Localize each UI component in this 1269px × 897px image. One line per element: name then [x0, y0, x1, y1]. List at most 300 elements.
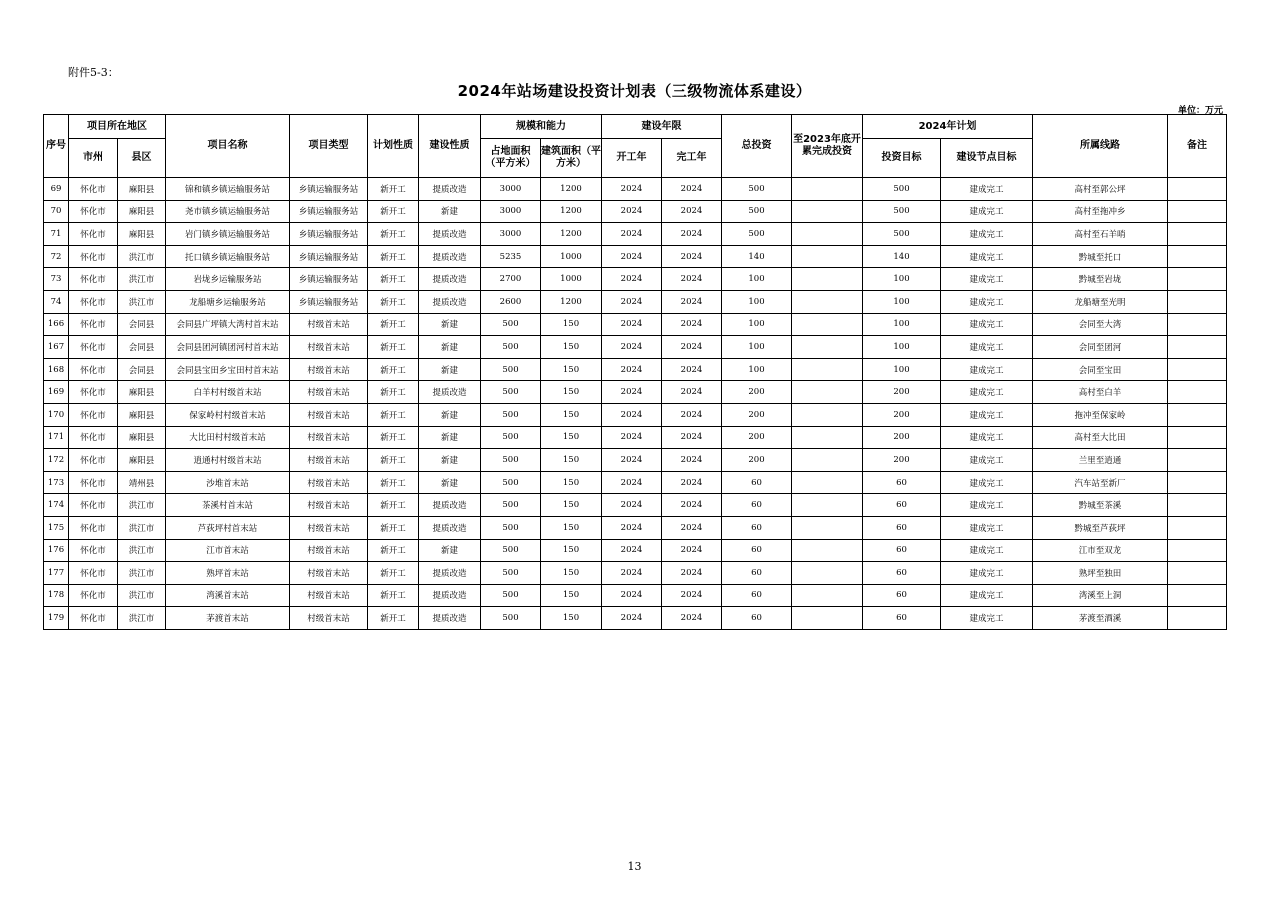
cell-building-area: 1200	[541, 223, 602, 246]
cell-end-year: 2024	[662, 178, 722, 201]
cell-start-year: 2024	[602, 245, 662, 268]
cell-seq: 177	[44, 562, 69, 585]
cell-build-nature: 新建	[419, 471, 481, 494]
cell-total-investment: 60	[722, 494, 792, 517]
cell-invest-target: 60	[863, 584, 941, 607]
cell-node-target: 建成完工	[941, 200, 1033, 223]
cell-county: 麻阳县	[118, 381, 166, 404]
cell-plan-nature: 新开工	[368, 471, 419, 494]
header-scale: 规模和能力	[481, 115, 602, 139]
cell-name: 岩门镇乡镇运输服务站	[166, 223, 290, 246]
cell-county: 洪江市	[118, 268, 166, 291]
cell-seq: 71	[44, 223, 69, 246]
cell-building-area: 150	[541, 426, 602, 449]
cell-name: 会同县广坪镇大湾村首末站	[166, 313, 290, 336]
cell-county: 洪江市	[118, 562, 166, 585]
cell-type: 村级首末站	[290, 336, 368, 359]
header-build-nature: 建设性质	[419, 115, 481, 178]
cell-node-target: 建成完工	[941, 223, 1033, 246]
cell-land-area: 5235	[481, 245, 541, 268]
cell-node-target: 建成完工	[941, 358, 1033, 381]
table-row	[44, 290, 1227, 313]
table-row	[44, 449, 1227, 472]
cell-land-area: 2600	[481, 290, 541, 313]
page-title: 2024年站场建设投资计划表（三级物流体系建设）	[457, 82, 812, 100]
cell-completed-2023	[792, 449, 863, 472]
cell-route: 黔城至托口	[1033, 245, 1168, 268]
cell-route: 拖冲至保家岭	[1033, 403, 1168, 426]
cell-node-target: 建成完工	[941, 562, 1033, 585]
cell-county: 洪江市	[118, 290, 166, 313]
cell-seq: 167	[44, 336, 69, 359]
cell-start-year: 2024	[602, 426, 662, 449]
cell-city: 怀化市	[69, 358, 118, 381]
cell-city: 怀化市	[69, 562, 118, 585]
cell-seq: 166	[44, 313, 69, 336]
cell-build-nature: 提质改造	[419, 178, 481, 201]
cell-building-area: 150	[541, 449, 602, 472]
cell-build-nature: 新建	[419, 449, 481, 472]
cell-city: 怀化市	[69, 516, 118, 539]
cell-route: 黔城至茶溪	[1033, 494, 1168, 517]
cell-total-investment: 200	[722, 449, 792, 472]
cell-build-nature: 提质改造	[419, 223, 481, 246]
cell-end-year: 2024	[662, 381, 722, 404]
cell-land-area: 3000	[481, 223, 541, 246]
cell-end-year: 2024	[662, 245, 722, 268]
cell-seq: 73	[44, 268, 69, 291]
cell-plan-nature: 新开工	[368, 268, 419, 291]
cell-building-area: 1200	[541, 178, 602, 201]
cell-city: 怀化市	[69, 200, 118, 223]
cell-total-investment: 60	[722, 607, 792, 630]
cell-node-target: 建成完工	[941, 381, 1033, 404]
cell-completed-2023	[792, 381, 863, 404]
cell-type: 村级首末站	[290, 539, 368, 562]
cell-completed-2023	[792, 471, 863, 494]
table-row	[44, 313, 1227, 336]
cell-building-area: 1000	[541, 245, 602, 268]
table-row	[44, 178, 1227, 201]
cell-remarks	[1168, 539, 1227, 562]
cell-type: 村级首末站	[290, 584, 368, 607]
table-row	[44, 471, 1227, 494]
cell-node-target: 建成完工	[941, 403, 1033, 426]
cell-name: 茅渡首末站	[166, 607, 290, 630]
cell-land-area: 500	[481, 584, 541, 607]
cell-start-year: 2024	[602, 313, 662, 336]
cell-build-nature: 新建	[419, 403, 481, 426]
cell-invest-target: 100	[863, 358, 941, 381]
cell-remarks	[1168, 290, 1227, 313]
cell-invest-target: 60	[863, 494, 941, 517]
cell-node-target: 建成完工	[941, 426, 1033, 449]
cell-route: 会同至宝田	[1033, 358, 1168, 381]
cell-node-target: 建成完工	[941, 607, 1033, 630]
cell-invest-target: 60	[863, 516, 941, 539]
cell-name: 大比田村村级首末站	[166, 426, 290, 449]
cell-remarks	[1168, 268, 1227, 291]
cell-route: 汽车站至新厂	[1033, 471, 1168, 494]
cell-node-target: 建成完工	[941, 584, 1033, 607]
cell-total-investment: 200	[722, 426, 792, 449]
cell-county: 麻阳县	[118, 426, 166, 449]
cell-build-nature: 提质改造	[419, 516, 481, 539]
cell-seq: 171	[44, 426, 69, 449]
cell-start-year: 2024	[602, 403, 662, 426]
cell-node-target: 建成完工	[941, 539, 1033, 562]
header-end-year: 完工年	[662, 139, 722, 178]
cell-invest-target: 100	[863, 268, 941, 291]
cell-seq: 175	[44, 516, 69, 539]
cell-route: 兰里至逍通	[1033, 449, 1168, 472]
cell-name: 托口镇乡镇运输服务站	[166, 245, 290, 268]
cell-completed-2023	[792, 313, 863, 336]
cell-total-investment: 60	[722, 584, 792, 607]
cell-completed-2023	[792, 178, 863, 201]
cell-route: 江市至双龙	[1033, 539, 1168, 562]
cell-start-year: 2024	[602, 290, 662, 313]
cell-end-year: 2024	[662, 471, 722, 494]
cell-build-nature: 提质改造	[419, 562, 481, 585]
cell-land-area: 500	[481, 607, 541, 630]
header-period: 建设年限	[602, 115, 722, 139]
cell-build-nature: 提质改造	[419, 381, 481, 404]
cell-seq: 179	[44, 607, 69, 630]
cell-plan-nature: 新开工	[368, 313, 419, 336]
cell-total-investment: 100	[722, 358, 792, 381]
cell-completed-2023	[792, 584, 863, 607]
cell-seq: 70	[44, 200, 69, 223]
cell-plan-nature: 新开工	[368, 403, 419, 426]
cell-type: 村级首末站	[290, 562, 368, 585]
cell-county: 麻阳县	[118, 178, 166, 201]
cell-route: 黔城至岩垅	[1033, 268, 1168, 291]
header-start-year: 开工年	[602, 139, 662, 178]
cell-type: 村级首末站	[290, 494, 368, 517]
cell-plan-nature: 新开工	[368, 178, 419, 201]
cell-remarks	[1168, 562, 1227, 585]
cell-city: 怀化市	[69, 336, 118, 359]
cell-name: 熟坪首末站	[166, 562, 290, 585]
cell-build-nature: 新建	[419, 539, 481, 562]
cell-land-area: 500	[481, 449, 541, 472]
cell-plan-nature: 新开工	[368, 381, 419, 404]
cell-city: 怀化市	[69, 584, 118, 607]
cell-end-year: 2024	[662, 607, 722, 630]
cell-land-area: 3000	[481, 200, 541, 223]
cell-total-investment: 100	[722, 290, 792, 313]
cell-type: 村级首末站	[290, 607, 368, 630]
cell-build-nature: 新建	[419, 200, 481, 223]
cell-route: 高村至石羊哨	[1033, 223, 1168, 246]
cell-end-year: 2024	[662, 268, 722, 291]
cell-city: 怀化市	[69, 539, 118, 562]
cell-build-nature: 新建	[419, 426, 481, 449]
header-remarks: 备注	[1168, 115, 1227, 178]
page-number: 13	[627, 860, 642, 873]
cell-county: 麻阳县	[118, 200, 166, 223]
cell-remarks	[1168, 200, 1227, 223]
cell-node-target: 建成完工	[941, 336, 1033, 359]
cell-total-investment: 200	[722, 381, 792, 404]
cell-type: 村级首末站	[290, 403, 368, 426]
cell-remarks	[1168, 245, 1227, 268]
cell-route: 湾溪至上洞	[1033, 584, 1168, 607]
header-building-area: 建筑面积（平方米）	[541, 139, 602, 178]
cell-end-year: 2024	[662, 539, 722, 562]
cell-build-nature: 提质改造	[419, 245, 481, 268]
cell-invest-target: 140	[863, 245, 941, 268]
cell-route: 黔城至芦荻坪	[1033, 516, 1168, 539]
table-body	[44, 178, 1227, 630]
cell-node-target: 建成完工	[941, 516, 1033, 539]
cell-land-area: 500	[481, 403, 541, 426]
cell-type: 村级首末站	[290, 358, 368, 381]
cell-name: 白羊村村级首末站	[166, 381, 290, 404]
cell-building-area: 150	[541, 313, 602, 336]
cell-plan-nature: 新开工	[368, 358, 419, 381]
cell-completed-2023	[792, 539, 863, 562]
table-row	[44, 494, 1227, 517]
cell-build-nature: 提质改造	[419, 268, 481, 291]
cell-completed-2023	[792, 426, 863, 449]
cell-build-nature: 新建	[419, 313, 481, 336]
cell-seq: 69	[44, 178, 69, 201]
header-node-target: 建设节点目标	[941, 139, 1033, 178]
header-land-area: 占地面积（平方米）	[481, 139, 541, 178]
cell-node-target: 建成完工	[941, 268, 1033, 291]
cell-building-area: 150	[541, 471, 602, 494]
table-row	[44, 607, 1227, 630]
cell-seq: 173	[44, 471, 69, 494]
cell-node-target: 建成完工	[941, 494, 1033, 517]
cell-total-investment: 100	[722, 336, 792, 359]
cell-node-target: 建成完工	[941, 178, 1033, 201]
cell-end-year: 2024	[662, 403, 722, 426]
cell-invest-target: 200	[863, 449, 941, 472]
cell-build-nature: 新建	[419, 358, 481, 381]
cell-seq: 74	[44, 290, 69, 313]
cell-completed-2023	[792, 494, 863, 517]
cell-plan-nature: 新开工	[368, 245, 419, 268]
cell-type: 村级首末站	[290, 516, 368, 539]
header-region: 项目所在地区	[69, 115, 166, 139]
cell-county: 麻阳县	[118, 223, 166, 246]
cell-plan-nature: 新开工	[368, 223, 419, 246]
table-row	[44, 562, 1227, 585]
cell-end-year: 2024	[662, 584, 722, 607]
cell-completed-2023	[792, 223, 863, 246]
cell-start-year: 2024	[602, 516, 662, 539]
cell-plan-nature: 新开工	[368, 290, 419, 313]
cell-invest-target: 60	[863, 471, 941, 494]
cell-plan-nature: 新开工	[368, 539, 419, 562]
cell-total-investment: 60	[722, 516, 792, 539]
cell-completed-2023	[792, 607, 863, 630]
cell-building-area: 1200	[541, 200, 602, 223]
cell-building-area: 1200	[541, 290, 602, 313]
cell-route: 龙船塘至光明	[1033, 290, 1168, 313]
table-row	[44, 516, 1227, 539]
cell-total-investment: 60	[722, 539, 792, 562]
cell-name: 逍通村村级首末站	[166, 449, 290, 472]
cell-seq: 169	[44, 381, 69, 404]
cell-city: 怀化市	[69, 268, 118, 291]
cell-route: 会同至大湾	[1033, 313, 1168, 336]
cell-end-year: 2024	[662, 336, 722, 359]
cell-invest-target: 60	[863, 539, 941, 562]
cell-county: 麻阳县	[118, 449, 166, 472]
unit-label: 单位：万元	[1177, 106, 1223, 116]
cell-name: 会同县团河镇团河村首末站	[166, 336, 290, 359]
cell-county: 会同县	[118, 313, 166, 336]
cell-name: 保家岭村村级首末站	[166, 403, 290, 426]
cell-city: 怀化市	[69, 449, 118, 472]
table-row	[44, 584, 1227, 607]
cell-remarks	[1168, 607, 1227, 630]
cell-county: 洪江市	[118, 494, 166, 517]
cell-node-target: 建成完工	[941, 245, 1033, 268]
cell-land-area: 500	[481, 313, 541, 336]
cell-city: 怀化市	[69, 426, 118, 449]
cell-remarks	[1168, 449, 1227, 472]
cell-name: 岩垅乡运输服务站	[166, 268, 290, 291]
cell-type: 乡镇运输服务站	[290, 290, 368, 313]
investment-plan-table	[43, 114, 1227, 630]
header-name: 项目名称	[166, 115, 290, 178]
cell-type: 村级首末站	[290, 381, 368, 404]
cell-seq: 168	[44, 358, 69, 381]
cell-type: 乡镇运输服务站	[290, 245, 368, 268]
cell-route: 会同至团河	[1033, 336, 1168, 359]
cell-remarks	[1168, 584, 1227, 607]
header-total-investment: 总投资	[722, 115, 792, 178]
cell-invest-target: 100	[863, 313, 941, 336]
cell-remarks	[1168, 494, 1227, 517]
cell-remarks	[1168, 381, 1227, 404]
cell-start-year: 2024	[602, 223, 662, 246]
cell-building-area: 150	[541, 381, 602, 404]
cell-seq: 178	[44, 584, 69, 607]
table-row	[44, 268, 1227, 291]
cell-node-target: 建成完工	[941, 471, 1033, 494]
cell-end-year: 2024	[662, 358, 722, 381]
cell-county: 洪江市	[118, 607, 166, 630]
header-type: 项目类型	[290, 115, 368, 178]
cell-route: 高村至大比田	[1033, 426, 1168, 449]
cell-start-year: 2024	[602, 449, 662, 472]
cell-build-nature: 新建	[419, 336, 481, 359]
cell-invest-target: 200	[863, 381, 941, 404]
cell-county: 靖州县	[118, 471, 166, 494]
cell-city: 怀化市	[69, 607, 118, 630]
cell-building-area: 150	[541, 516, 602, 539]
cell-build-nature: 提质改造	[419, 584, 481, 607]
cell-land-area: 500	[481, 336, 541, 359]
cell-remarks	[1168, 471, 1227, 494]
cell-completed-2023	[792, 358, 863, 381]
cell-city: 怀化市	[69, 178, 118, 201]
cell-remarks	[1168, 313, 1227, 336]
cell-name: 锦和镇乡镇运输服务站	[166, 178, 290, 201]
table-row	[44, 426, 1227, 449]
cell-node-target: 建成完工	[941, 290, 1033, 313]
cell-name: 龙船塘乡运输服务站	[166, 290, 290, 313]
cell-invest-target: 60	[863, 562, 941, 585]
cell-invest-target: 500	[863, 223, 941, 246]
cell-seq: 170	[44, 403, 69, 426]
cell-end-year: 2024	[662, 200, 722, 223]
cell-total-investment: 500	[722, 223, 792, 246]
cell-end-year: 2024	[662, 494, 722, 517]
cell-route: 高村至拖冲乡	[1033, 200, 1168, 223]
cell-county: 洪江市	[118, 539, 166, 562]
table-row	[44, 245, 1227, 268]
cell-remarks	[1168, 403, 1227, 426]
cell-start-year: 2024	[602, 381, 662, 404]
cell-start-year: 2024	[602, 562, 662, 585]
cell-completed-2023	[792, 562, 863, 585]
cell-route: 茅渡至酒溪	[1033, 607, 1168, 630]
header-completed-2023: 至2023年底开累完成投资	[792, 115, 863, 178]
cell-remarks	[1168, 336, 1227, 359]
cell-build-nature: 提质改造	[419, 290, 481, 313]
cell-land-area: 500	[481, 426, 541, 449]
table-row	[44, 539, 1227, 562]
cell-completed-2023	[792, 200, 863, 223]
cell-completed-2023	[792, 403, 863, 426]
table-row	[44, 403, 1227, 426]
cell-total-investment: 500	[722, 200, 792, 223]
cell-type: 乡镇运输服务站	[290, 178, 368, 201]
cell-land-area: 3000	[481, 178, 541, 201]
cell-name: 江市首末站	[166, 539, 290, 562]
header-seq: 序号	[44, 115, 69, 178]
cell-county: 洪江市	[118, 584, 166, 607]
header-plan-nature: 计划性质	[368, 115, 419, 178]
cell-type: 村级首末站	[290, 471, 368, 494]
cell-building-area: 150	[541, 358, 602, 381]
cell-invest-target: 500	[863, 200, 941, 223]
cell-start-year: 2024	[602, 178, 662, 201]
cell-total-investment: 60	[722, 562, 792, 585]
header-invest-target: 投资目标	[863, 139, 941, 178]
cell-seq: 72	[44, 245, 69, 268]
cell-remarks	[1168, 178, 1227, 201]
cell-invest-target: 60	[863, 607, 941, 630]
cell-building-area: 150	[541, 494, 602, 517]
cell-city: 怀化市	[69, 403, 118, 426]
cell-city: 怀化市	[69, 290, 118, 313]
cell-end-year: 2024	[662, 562, 722, 585]
table-row	[44, 381, 1227, 404]
cell-remarks	[1168, 358, 1227, 381]
cell-county: 洪江市	[118, 245, 166, 268]
cell-type: 村级首末站	[290, 426, 368, 449]
cell-county: 会同县	[118, 336, 166, 359]
table-row	[44, 336, 1227, 359]
cell-type: 乡镇运输服务站	[290, 200, 368, 223]
cell-building-area: 150	[541, 336, 602, 359]
cell-invest-target: 500	[863, 178, 941, 201]
cell-building-area: 1000	[541, 268, 602, 291]
cell-building-area: 150	[541, 562, 602, 585]
attachment-label: 附件5-3：	[68, 66, 119, 79]
cell-land-area: 2700	[481, 268, 541, 291]
cell-completed-2023	[792, 336, 863, 359]
cell-type: 乡镇运输服务站	[290, 268, 368, 291]
